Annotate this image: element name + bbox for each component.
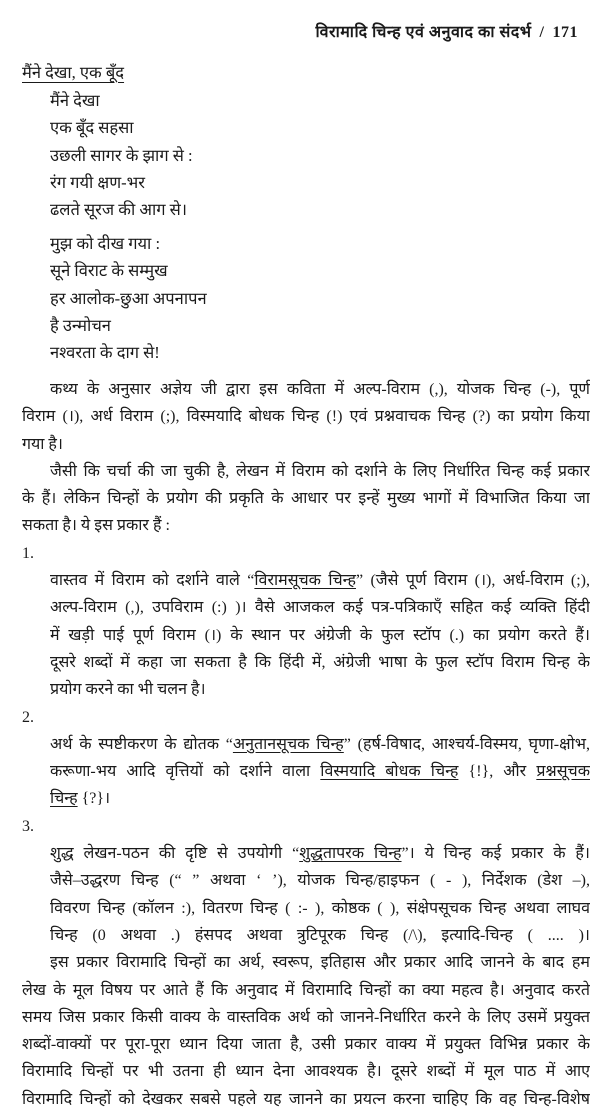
text-line [22,922,590,949]
line-content [22,431,590,458]
text-line [22,431,590,458]
text-line [22,785,590,812]
line-content [22,403,590,430]
text-line [22,895,590,922]
poem-stanza-1 [50,87,193,223]
poem-line: मैंने देखा [50,91,100,110]
line-content [22,458,590,485]
text-segment: विरामादि चिन्हों को देखकर सबसे पहले यह जानने का प्रयत्न करना चाहिए कि वह चिन्ह-विशेष [22,1090,590,1108]
poem-line: है उन्मोचन [50,315,111,335]
poem-line: मुझ को दीख गया : [50,234,161,253]
poem-line: हर आलोक-छुआ अपनापन [50,288,207,308]
line-content [22,1031,590,1058]
poem-line: सूने विराट के सम्मुख [50,261,168,281]
text-line [22,512,590,539]
text-line [22,813,590,868]
underlined-term: शुद्धतापरक चिन्ह [299,845,402,863]
text-line [22,485,590,512]
line-content [22,567,590,594]
poem-stanza-2 [50,230,207,366]
text-line [22,622,590,649]
underlined-term: अनुतानसूचक चिन्ह [232,735,344,753]
text-segment: इस प्रकार विरामादि चिन्हों का अर्थ, स्वरूप, इतिहास और प्रकार आदि जानने के बाद हम [50,954,590,972]
text-segment: करूणा-भय आदि वृत्तियों को दर्शाने वाला [50,763,321,781]
text-line [22,704,590,759]
list-number: 1. [22,544,34,562]
text-segment: {?}। [77,790,111,808]
page-number: 171 [552,24,578,41]
text-segment: {!}, और [458,763,537,781]
text-line [22,376,590,403]
text-segment: गया है। [22,435,63,453]
line-content [22,840,590,867]
line-content [22,977,590,1004]
text-segment: के हैं। लेकिन चिन्हों के प्रयोग की प्रकृति के आधार पर इन्हें मुख्य भागों में विभाजित किया जा [22,490,590,508]
text-segment: लेख के मूल विषय पर आते हैं कि अनुवाद में विरामादि चिन्हों का क्या महत्व है। अनुवाद करते [22,981,590,999]
line-content [22,758,590,785]
underlined-term: प्रश्नसूचक [536,763,590,781]
poem-line: ढलते सूरज की आग से। [50,200,188,220]
line-content [22,922,590,949]
text-segment: शब्दों-वाक्यों पर पूरा-पूरा ध्यान दिया जाता है, उसी प्रकार वाक्य में प्रयुक्त विभिन्न प्रकार के [22,1036,590,1054]
text-line [22,867,590,894]
text-segment: ” (हर्ष-विषाद, आश्चर्य-विस्मय, घृणा-क्षोभ, [343,735,590,753]
text-segment: सकता है। ये इस प्रकार हैं : [22,517,170,535]
poem-line: नश्वरता के दाग से! [50,343,160,363]
line-content [22,676,590,703]
text-line [22,458,590,485]
text-segment: वास्तव में विराम को दर्शाने वाले “ [50,572,255,590]
text-segment: ”। ये चिन्ह कई प्रकार के हैं। [401,845,590,863]
line-content [22,895,590,922]
text-line [22,1031,590,1058]
text-segment: जैसी कि चर्चा की जा चुकी है, लेखन में विराम को दर्शाने के लिए निर्धारित चिन्ह कई प्रकार [50,462,590,480]
text-segment: अर्थ के स्पष्टीकरण के द्योतक “ [50,735,233,753]
line-content [22,512,590,539]
text-line [22,1058,590,1085]
underlined-term: विस्मयादि बोधक चिन्ह [320,763,459,781]
list-number: 2. [22,708,34,726]
text-segment: में खड़ी पाई पूर्ण विराम (।) के स्थान पर अंग्रेजी के फुल स्टॉप (.) का प्रयोग करते हैं। [50,626,590,644]
poem-title: मैंने देखा, एक बूँद [22,63,125,82]
header-title: विरामादि चिन्ह एवं अनुवाद का संदर्भ [315,24,532,41]
header-separator: / [539,24,545,41]
body-text [22,376,590,1113]
text-segment: कथ्य के अनुसार अज्ञेय जी द्वारा इस कविता में अल्प-विराम (,), योजक चिन्ह (-), पूर्ण [50,381,590,398]
running-header [316,20,579,42]
text-line [22,949,590,976]
text-line [22,758,590,785]
text-line [22,594,590,621]
text-line [22,1086,590,1113]
poem-line: एक बूँद सहसा [50,118,134,138]
line-content [22,594,590,621]
text-segment: ” (जैसे पूर्ण विराम (।), अर्ध-विराम (;), [355,572,590,590]
line-content [22,731,590,758]
line-content [22,785,590,812]
list-number: 3. [22,817,34,835]
line-content [22,485,590,512]
underlined-term: चिन्ह [50,790,78,808]
text-segment: विवरण चिन्ह (कॉलन :), वितरण चिन्ह ( :- ), कोष्ठक ( ), संक्षेपसूचक चिन्ह अथवा लाघव [50,899,590,917]
line-content [22,376,590,403]
text-segment: चिन्ह (0 अथवा .) हंसपद अथवा त्रुटिपूरक चिन्ह (/\), इत्यादि-चिन्ह ( .... )। [50,926,590,944]
text-line [22,649,590,676]
line-content [22,949,590,976]
text-line [22,403,590,430]
text-line [22,540,590,595]
text-segment: जैसे–उद्धरण चिन्ह (“ ” अथवा ‘ ’), योजक चिन्ह/हाइफन ( - ), निर्देशक (डेश –), [50,872,590,890]
text-segment: शुद्ध लेखन-पठन की दृष्टि से उपयोगी “ [50,845,300,863]
text-segment: समय जिस प्रकार किसी वाक्य के वास्तविक अर्थ को जानने-निर्धारित करने के लिए उसमें प्रयुक्त [22,1008,590,1026]
line-content [22,1058,590,1085]
line-content [22,1004,590,1031]
text-segment: विरामादि चिन्हों पर भी उतना ही ध्यान देना आवश्यक है। दूसरे शब्दों में मूल पाठ में आए [22,1063,590,1081]
text-segment: प्रयोग करने का भी चलन है। [50,681,206,699]
line-content [22,649,590,676]
line-content [22,867,590,894]
poem-line: उछली सागर के झाग से : [50,145,193,165]
line-content [22,1086,590,1113]
text-line [22,676,590,703]
text-line [22,977,590,1004]
underlined-term: विरामसूचक चिन्ह [254,572,356,590]
text-segment: विराम (।), अर्ध विराम (;), विस्मयादि बोधक चिन्ह (!) एवं प्रश्नवाचक चिन्ह (?) का प्रयोग किया [22,408,590,426]
poem-line: रंग गयी क्षण-भर [50,172,146,192]
line-content [22,622,590,649]
text-segment: दूसरे शब्दों में कहा जा सकता है कि हिंदी में, अंग्रेजी भाषा के फुल स्टॉप विराम चिन्ह के [50,653,590,671]
text-segment: अल्प-विराम (,), उपविराम (:) )। वैसे आजकल कई पत्र-पत्रिकाएँ सहित कई व्यक्ति हिंदी [50,599,590,617]
text-line [22,1004,590,1031]
